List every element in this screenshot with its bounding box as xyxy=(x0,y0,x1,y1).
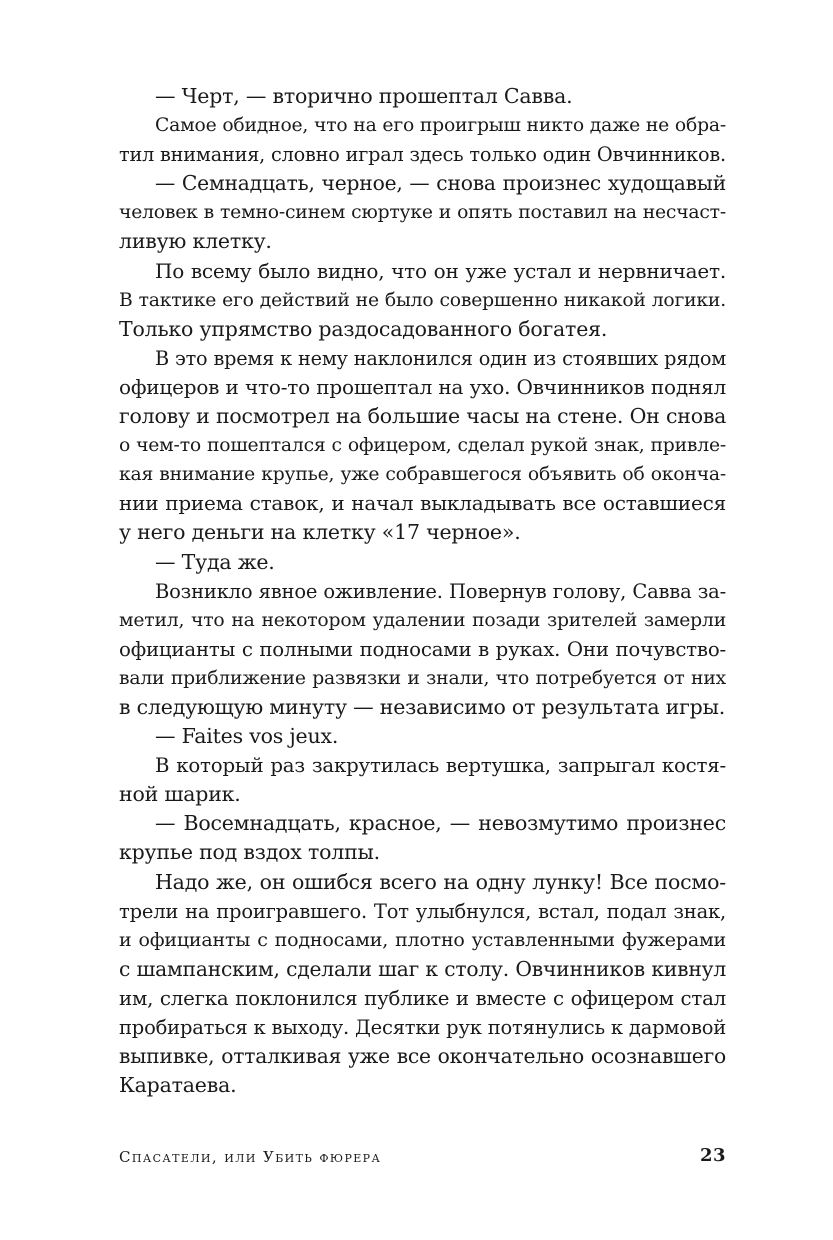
text-line: у него деньги на клетку «17 черное». xyxy=(119,520,521,545)
text-line: ной шарик. xyxy=(119,782,241,807)
text-line: офицеров и что-то прошептал на ухо. Овчинников поднял xyxy=(119,374,726,399)
running-title: Спасатели, или Убить фюрера xyxy=(119,1148,382,1166)
text-line: В который раз закрутилась вертушка, запрыгал костя- xyxy=(155,754,726,778)
text-line: В тактике его действий не было совершенно никакой логики. xyxy=(119,289,726,311)
text-line: метил, что на некотором удалении позади зрителей замерли xyxy=(119,609,726,631)
text-line: выпивке, отталкивая уже все окончательно осознавшего xyxy=(119,1044,726,1069)
text-line: и официанты с подносами, плотно уставленными фужерами xyxy=(119,928,726,951)
text-line: По всему было видно, что он уже устал и нервничает. xyxy=(155,258,726,283)
text-line: в следующую минуту — независимо от результата игры. xyxy=(119,694,726,719)
text-line: Самое обидное, что на его проигрыш никто даже не обра- xyxy=(155,115,726,137)
text-line: нии приема ставок, и начал выкладывать все оставшиеся xyxy=(119,491,726,516)
text-line: В это время к нему наклонился один из стоявших рядом xyxy=(155,346,726,370)
text-line: Каратаева. xyxy=(119,1073,237,1098)
text-line: — Черт, — вторично прошептал Савва. xyxy=(155,84,573,108)
text-line: ливую клетку. xyxy=(119,229,272,254)
text-line: — Семнадцать, черное, — снова произнес худощавый xyxy=(155,171,726,196)
text-line: вали приближение развязки и знали, что потребуется от них xyxy=(119,667,726,689)
page-number: 23 xyxy=(699,1145,726,1166)
text-line: человек в темно-синем сюртуке и опять поставил на несчаст- xyxy=(119,202,726,224)
text-line: крупье под вздох толпы. xyxy=(119,840,380,865)
text-line: с шампанским, сделали шаг к столу. Овчинников кивнул xyxy=(119,956,726,981)
text-line: Только упрямство раздосадованного богатея. xyxy=(119,316,608,341)
text-line: о чем-то пошептался с офицером, сделал рукой знак, привле- xyxy=(119,435,726,457)
text-line: — Восемнадцать, красное, — невозмутимо произнес xyxy=(155,811,726,836)
text-line: — Туда же. xyxy=(155,549,275,574)
text-line: — Faites vos jeux. xyxy=(155,724,339,749)
text-line: трели на проигравшего. Тот улыбнулся, встал, подал знак, xyxy=(119,899,726,923)
text-line: голову и посмотрел на большие часы на стене. Он снова xyxy=(119,404,726,429)
text-line: пробираться к выходу. Десятки рук потянулись к дармовой xyxy=(119,1016,726,1039)
text-line: Надо же, он ошибся всего на одну лунку! Все посмо- xyxy=(155,869,726,894)
text-line: им, слегка поклонился публике и вместе с офицером стал xyxy=(119,986,726,1010)
text-line: тил внимания, словно играл здесь только один Овчинников. xyxy=(119,143,726,167)
text-line: кая внимание крупье, уже собравшегося объявить об оконча- xyxy=(119,464,726,486)
body-text xyxy=(119,82,726,1100)
text-line: Возникло явное оживление. Повернув голову, Савва за- xyxy=(155,579,726,603)
text-line: официанты с полными подносами в руках. Они почувство- xyxy=(119,637,726,661)
